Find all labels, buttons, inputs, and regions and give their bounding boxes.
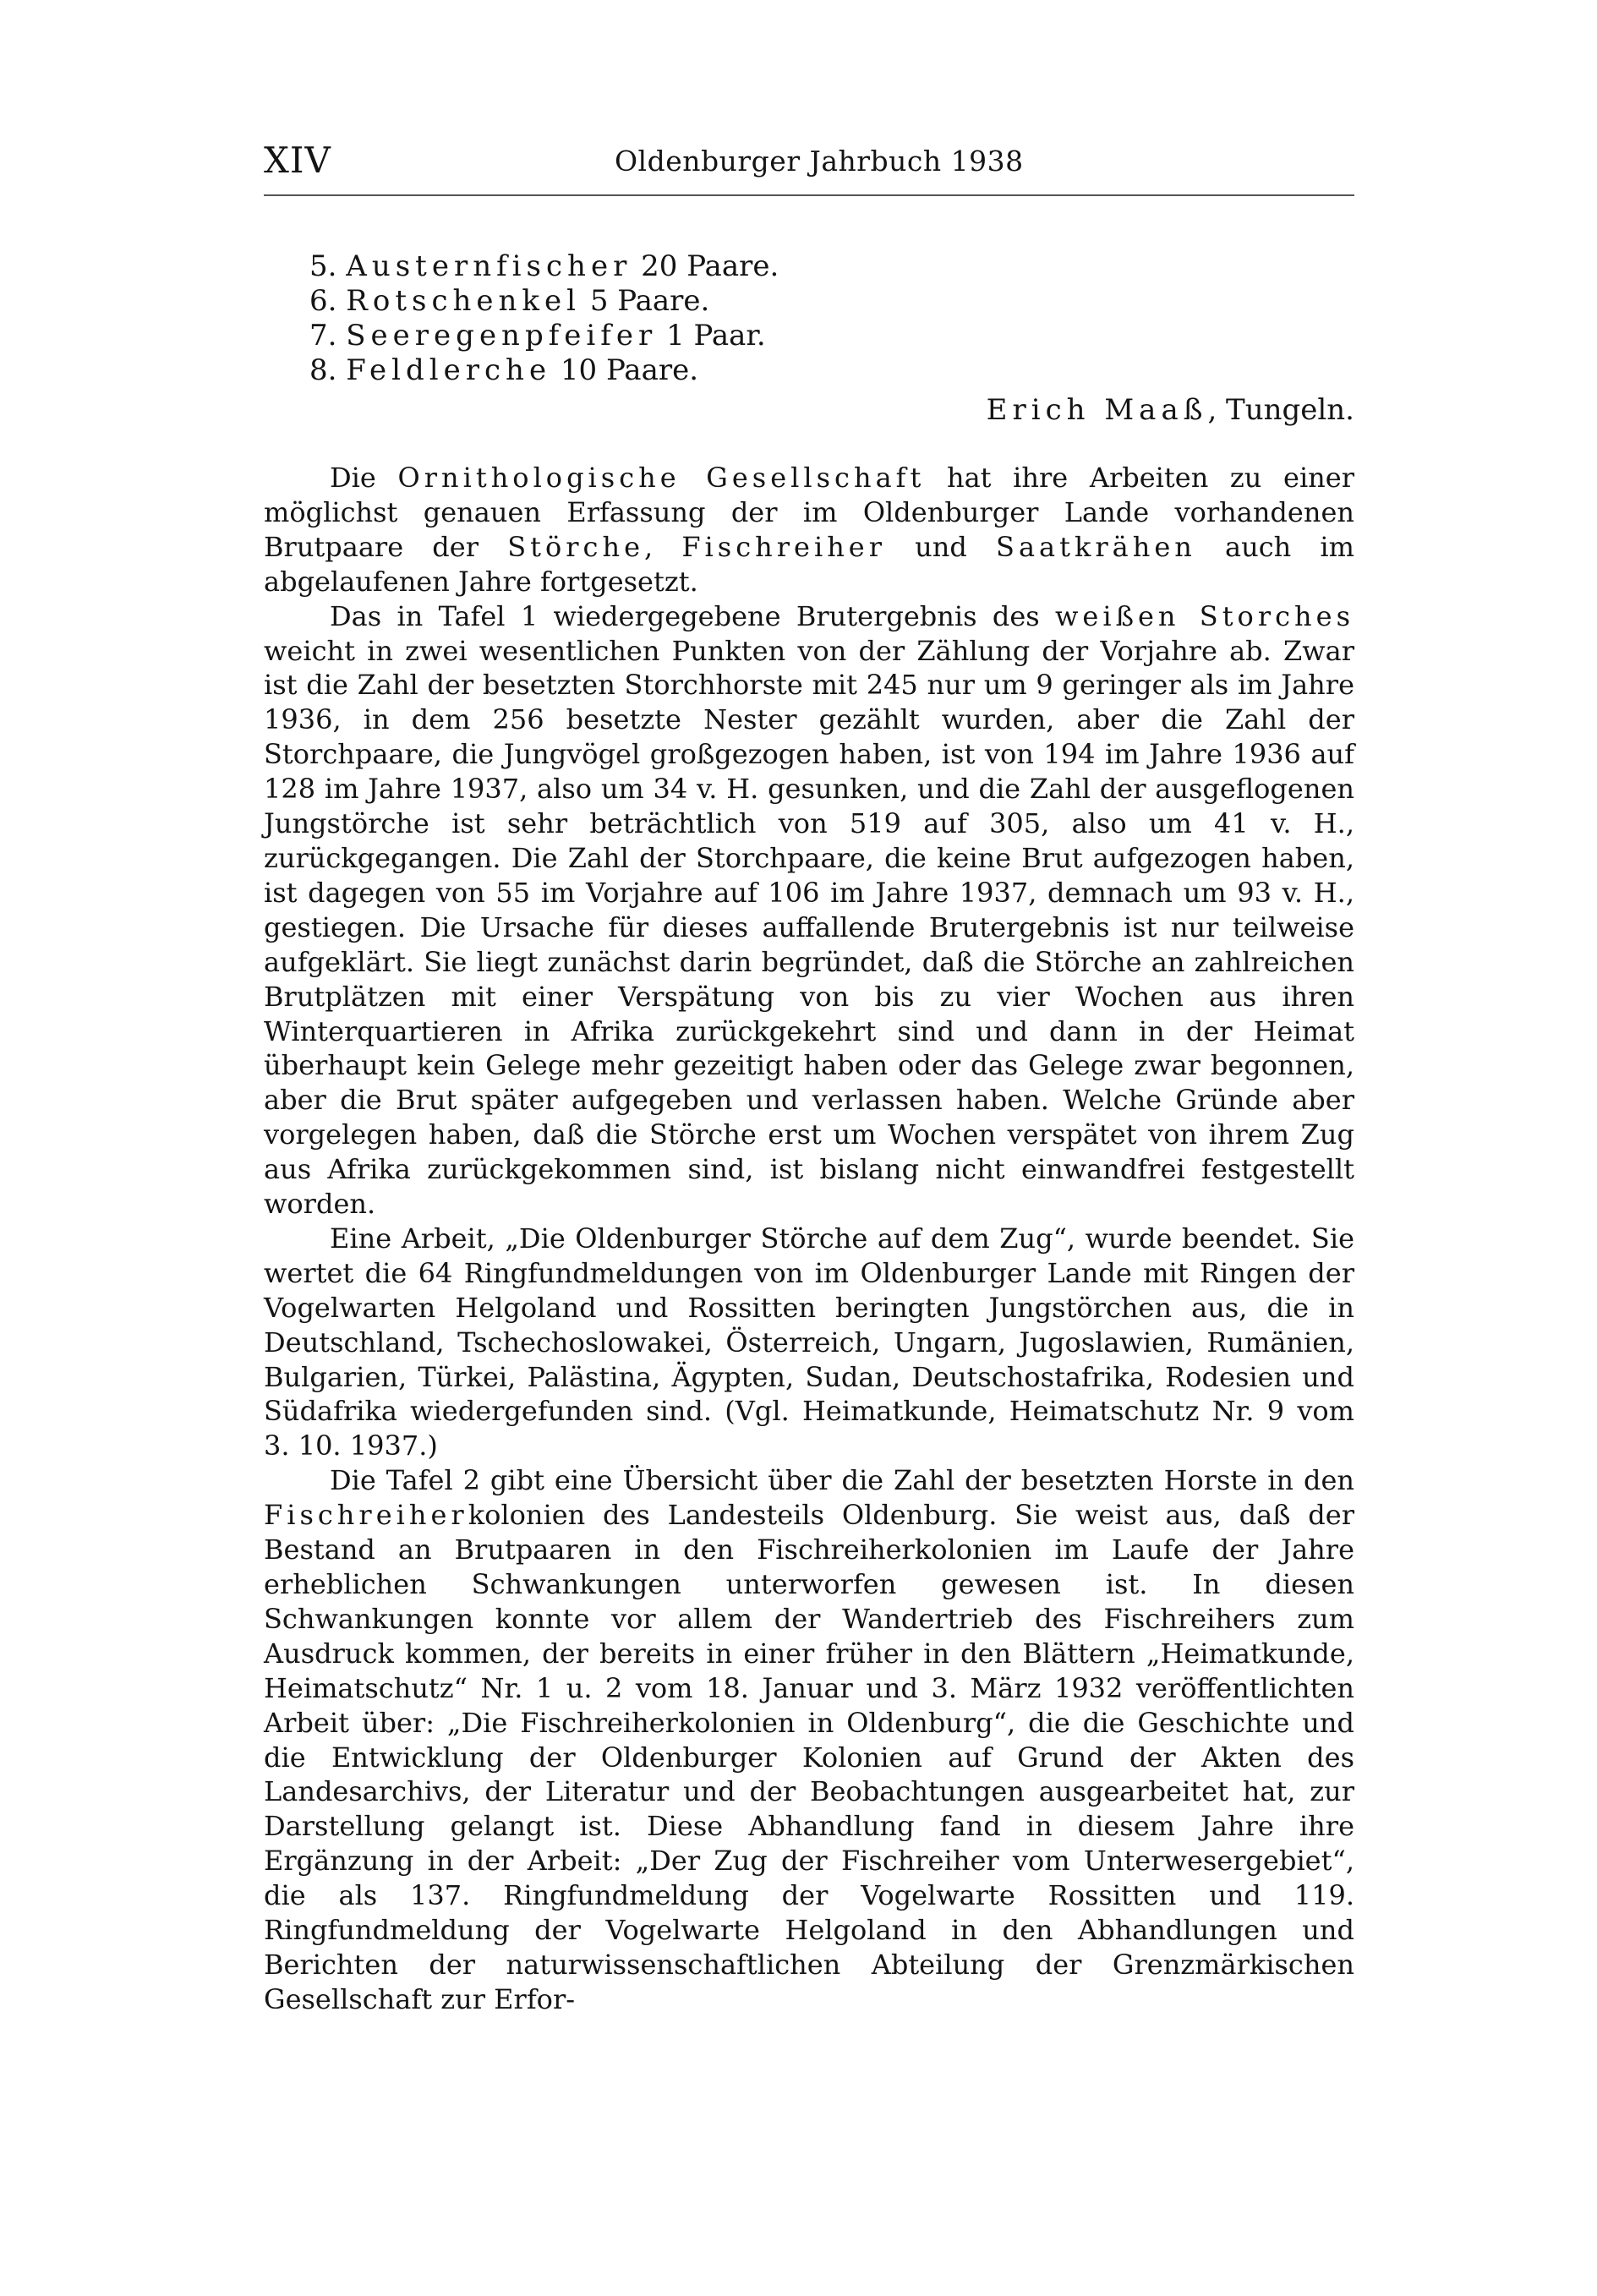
author-signature (987, 393, 1354, 427)
author-place: , Tungeln. (1207, 393, 1354, 427)
species-name: Rotschenkel (346, 284, 582, 318)
pair-count: 5 Paare. (581, 284, 710, 318)
paragraph-3: Eine Arbeit, „Die Oldenburger Störche auf dem Zug“, wurde beendet. Sie wertet die 64 Ringfundmeldungen von im Oldenburger Lande mit Ringen der Vogelwarten Helgoland und Rossitten beringten Jungstörchen aus, die in Deutschland, Tschechoslowakei, Österreich, Ungarn, Jugoslawien, Rumänien, Bulgarien, Türkei, Palästina, Ägypten, Sudan, Deutschostafrika, Rodesien und Südafrika wiedergefunden sind. (Vgl. Heimatkunde, Heimatschutz Nr. 9 vom 3. 10. 1937.) (264, 1222, 1354, 1462)
species-name: Feldlerche (346, 353, 552, 387)
species-name: Austernfischer (346, 249, 632, 283)
list-item: 6. Rotschenkel 5 Paare. (309, 284, 710, 318)
list-item: 7. Seeregenpfeifer 1 Paar. (309, 319, 766, 353)
running-title: Oldenburger Jahrbuch 1938 (615, 145, 1024, 178)
paragraph-2: Das in Tafel 1 wiedergegebene Brutergebnis des weißen Storches weicht in zwei wesentlichen Punkten von der Zählung der Vorjahre ab. Zwar ist die Zahl der besetzten Storchhorste mit 245 nur um 9 geringer als im Jahre 1936, in dem 256 besetzte Nester gezählt wurden, aber die Zahl der Storchpaare, die Jungvögel großgezogen haben, ist von 194 im Jahre 1936 auf 128 im Jahre 1937, also um 34 v. H. gesunken, und die Zahl der ausgeflogenen Jungstörche ist sehr beträchtlich von 519 auf 305, also um 41 v. H., zurückgegangen. Die Zahl der Storchpaare, die keine Brut aufgezogen haben, ist dagegen von 55 im Vorjahre auf 106 im Jahre 1937, demnach um 93 v. H., gestiegen. Die Ursache für dieses auffallende Brutergebnis ist nur teilweise aufgeklärt. Sie liegt zunächst darin begründet, daß die Störche an zahlreichen Brutplätzen mit einer Verspätung von bis zu vier Wochen aus ihren Winterquartieren in Afrika zurückgekehrt sind und dann in der Heimat überhaupt kein Gelege mehr gezeitigt haben oder das Gelege zwar begonnen, aber die Brut später aufgegeben und verlassen haben. Welche Gründe aber vorgelegen haben, daß die Störche erst um Wochen verspätet von ihrem Zug aus Afrika zurückgekommen sind, ist bislang nicht einwandfrei festgestellt worden. (264, 599, 1355, 1221)
pair-count: 1 Paar. (657, 319, 766, 353)
page-number: XIV (264, 139, 331, 181)
species-name: Seeregenpfeifer (346, 319, 658, 353)
pair-count: 20 Paare. (632, 249, 779, 283)
paragraph-4: Die Tafel 2 gibt eine Übersicht über die Zahl der besetzten Horste in den Fischreiherkolonien des Landesteils Oldenburg. Sie weist aus, daß der Bestand an Brutpaaren in den Fischreiherkolonien im Laufe der Jahre erheblichen Schwankungen unterworfen gewesen ist. In diesen Schwankungen konnte vor allem der Wandertrieb des Fischreihers zum Ausdruck kommen, der bereits in einer früher in den Blättern „Heimatkunde, Heimatschutz“ Nr. 1 u. 2 vom 18. Januar und 3. März 1932 veröffentlichten Arbeit über: „Die Fischreiherkolonien in Oldenburg“, die die Geschichte und die Entwicklung der Oldenburger Kolonien auf Grund der Akten des Landesarchivs, der Literatur und der Beobachtungen ausgearbeitet hat, zur Darstellung gelangt ist. Diese Abhandlung fand in diesem Jahre ihre Ergänzung in der Arbeit: „Der Zug der Fischreiher vom Unterwesergebiet“, die als 137. Ringfundmeldung der Vogelwarte Rossitten und 119. Ringfundmeldung der Vogelwarte Helgoland in den Abhandlungen und Berichten der naturwissenschaftlichen Abteilung der Grenzmärkischen Gesellschaft zur Erfor- (264, 1464, 1354, 2015)
paragraph-1: Die Ornithologische Gesellschaft hat ihre Arbeiten zu einer möglichst genauen Erfassung der im Oldenburger Lande vorhandenen Brutpaare der Störche, Fischreiher und Saatkrähen auch im abgelaufenen Jahre fortgesetzt. (264, 462, 1355, 598)
list-item: 8. Feldlerche 10 Paare. (309, 353, 699, 387)
header-rule (264, 194, 1354, 196)
body-text (264, 461, 1354, 2017)
list-item: 5. Austernfischer 20 Paare. (309, 249, 779, 283)
bird-count-list (309, 249, 1239, 388)
page-header (264, 139, 1354, 190)
pair-count: 10 Paare. (551, 353, 699, 387)
author-name: Erich Maaß (986, 393, 1208, 427)
